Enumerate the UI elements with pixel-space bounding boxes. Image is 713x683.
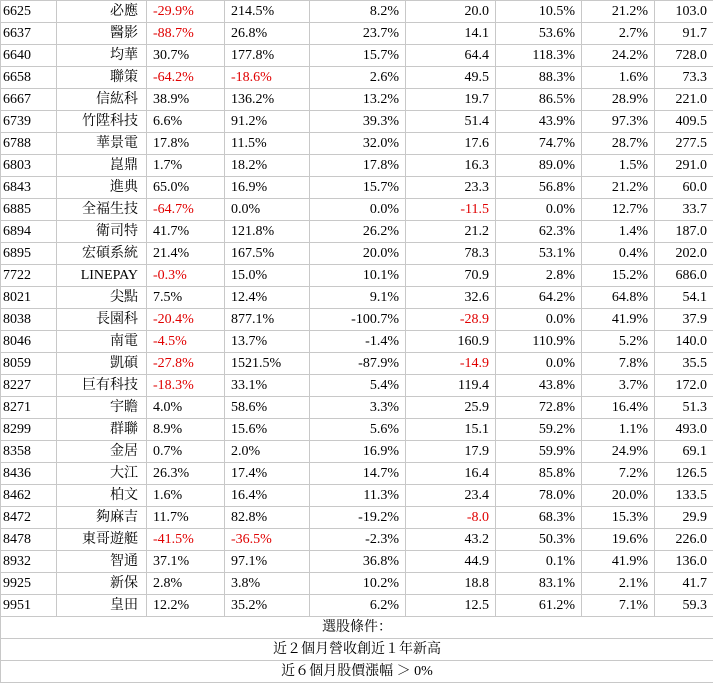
value-col-6-cell: 16.4% <box>582 397 655 419</box>
value-col-1-cell: -18.3% <box>147 375 225 397</box>
value-col-7-cell: 221.0 <box>655 89 713 111</box>
table-row <box>1 309 713 331</box>
criteria-condition-price: 近６個月股價漲幅 ＞ 0% <box>1 661 713 683</box>
value-col-1-cell: 6.6% <box>147 111 225 133</box>
value-col-5-cell: 61.2% <box>496 595 582 617</box>
value-col-2-cell: 26.8% <box>225 23 310 45</box>
stock-code-cell: 6885 <box>1 199 57 221</box>
stock-name-cell: 南電 <box>57 331 147 353</box>
value-col-3-cell: 2.6% <box>310 67 406 89</box>
value-col-5-cell: 83.1% <box>496 573 582 595</box>
value-col-4-cell: 15.1 <box>406 419 496 441</box>
value-col-5-cell: 59.9% <box>496 441 582 463</box>
value-col-5-cell: 56.8% <box>496 177 582 199</box>
value-col-5-cell: 43.8% <box>496 375 582 397</box>
value-col-2-cell: 13.7% <box>225 331 310 353</box>
value-col-2-cell: -36.5% <box>225 529 310 551</box>
footer-row <box>1 617 713 639</box>
value-col-4-cell: 49.5 <box>406 67 496 89</box>
stock-code-cell: 8358 <box>1 441 57 463</box>
value-col-1-cell: -20.4% <box>147 309 225 331</box>
value-col-5-cell: 110.9% <box>496 331 582 353</box>
value-col-6-cell: 19.6% <box>582 529 655 551</box>
value-col-4-cell: 25.9 <box>406 397 496 419</box>
value-col-3-cell: 20.0% <box>310 243 406 265</box>
value-col-2-cell: -18.6% <box>225 67 310 89</box>
value-col-7-cell: 54.1 <box>655 287 713 309</box>
value-col-4-cell: 51.4 <box>406 111 496 133</box>
value-col-2-cell: 11.5% <box>225 133 310 155</box>
value-col-1-cell: 37.1% <box>147 551 225 573</box>
value-col-4-cell: 64.4 <box>406 45 496 67</box>
value-col-5-cell: 0.1% <box>496 551 582 573</box>
value-col-5-cell: 78.0% <box>496 485 582 507</box>
value-col-6-cell: 97.3% <box>582 111 655 133</box>
value-col-7-cell: 91.7 <box>655 23 713 45</box>
table-row <box>1 111 713 133</box>
value-col-2-cell: 15.6% <box>225 419 310 441</box>
stock-name-cell: 智通 <box>57 551 147 573</box>
value-col-3-cell: 5.6% <box>310 419 406 441</box>
value-col-6-cell: 24.9% <box>582 441 655 463</box>
stock-name-cell: 夠麻吉 <box>57 507 147 529</box>
stock-code-cell: 8046 <box>1 331 57 353</box>
value-col-2-cell: 82.8% <box>225 507 310 529</box>
value-col-1-cell: 38.9% <box>147 89 225 111</box>
table-row <box>1 177 713 199</box>
value-col-3-cell: -2.3% <box>310 529 406 551</box>
value-col-1-cell: 26.3% <box>147 463 225 485</box>
value-col-3-cell: 23.7% <box>310 23 406 45</box>
value-col-4-cell: -11.5 <box>406 199 496 221</box>
value-col-5-cell: 118.3% <box>496 45 582 67</box>
stock-code-cell: 6640 <box>1 45 57 67</box>
table-row <box>1 199 713 221</box>
stock-code-cell: 8472 <box>1 507 57 529</box>
stock-name-cell: 巨有科技 <box>57 375 147 397</box>
value-col-7-cell: 133.5 <box>655 485 713 507</box>
value-col-5-cell: 10.5% <box>496 1 582 23</box>
value-col-4-cell: 32.6 <box>406 287 496 309</box>
value-col-4-cell: 21.2 <box>406 221 496 243</box>
value-col-6-cell: 1.4% <box>582 221 655 243</box>
value-col-3-cell: 15.7% <box>310 45 406 67</box>
value-col-4-cell: 78.3 <box>406 243 496 265</box>
value-col-6-cell: 15.2% <box>582 265 655 287</box>
value-col-7-cell: 37.9 <box>655 309 713 331</box>
value-col-6-cell: 15.3% <box>582 507 655 529</box>
value-col-6-cell: 2.7% <box>582 23 655 45</box>
criteria-condition-revenue: 近２個月營收創近１年新高 <box>1 639 713 661</box>
stock-code-cell: 6788 <box>1 133 57 155</box>
table-row <box>1 45 713 67</box>
value-col-1-cell: 8.9% <box>147 419 225 441</box>
value-col-7-cell: 202.0 <box>655 243 713 265</box>
value-col-1-cell: -41.5% <box>147 529 225 551</box>
value-col-7-cell: 69.1 <box>655 441 713 463</box>
value-col-6-cell: 21.2% <box>582 1 655 23</box>
value-col-6-cell: 7.8% <box>582 353 655 375</box>
value-col-3-cell: 32.0% <box>310 133 406 155</box>
value-col-3-cell: -100.7% <box>310 309 406 331</box>
table-row <box>1 573 713 595</box>
stock-name-cell: 皇田 <box>57 595 147 617</box>
value-col-2-cell: 97.1% <box>225 551 310 573</box>
value-col-6-cell: 2.1% <box>582 573 655 595</box>
table-row <box>1 463 713 485</box>
value-col-2-cell: 877.1% <box>225 309 310 331</box>
value-col-3-cell: 10.1% <box>310 265 406 287</box>
value-col-1-cell: 12.2% <box>147 595 225 617</box>
value-col-3-cell: 39.3% <box>310 111 406 133</box>
value-col-4-cell: -14.9 <box>406 353 496 375</box>
stock-name-cell: 信紘科 <box>57 89 147 111</box>
value-col-2-cell: 136.2% <box>225 89 310 111</box>
stock-name-cell: LINEPAY <box>57 265 147 287</box>
table-row <box>1 155 713 177</box>
value-col-1-cell: 2.8% <box>147 573 225 595</box>
value-col-7-cell: 187.0 <box>655 221 713 243</box>
value-col-2-cell: 15.0% <box>225 265 310 287</box>
value-col-1-cell: 17.8% <box>147 133 225 155</box>
value-col-1-cell: -64.7% <box>147 199 225 221</box>
value-col-7-cell: 686.0 <box>655 265 713 287</box>
value-col-2-cell: 1521.5% <box>225 353 310 375</box>
value-col-5-cell: 43.9% <box>496 111 582 133</box>
value-col-5-cell: 64.2% <box>496 287 582 309</box>
table-row <box>1 529 713 551</box>
table-footer <box>1 617 713 683</box>
value-col-4-cell: 18.8 <box>406 573 496 595</box>
value-col-1-cell: -29.9% <box>147 1 225 23</box>
value-col-3-cell: -87.9% <box>310 353 406 375</box>
stock-name-cell: 大江 <box>57 463 147 485</box>
table-row <box>1 1 713 23</box>
value-col-1-cell: 65.0% <box>147 177 225 199</box>
value-col-4-cell: 23.3 <box>406 177 496 199</box>
value-col-2-cell: 58.6% <box>225 397 310 419</box>
value-col-1-cell: -4.5% <box>147 331 225 353</box>
value-col-4-cell: 20.0 <box>406 1 496 23</box>
value-col-5-cell: 88.3% <box>496 67 582 89</box>
value-col-6-cell: 0.4% <box>582 243 655 265</box>
value-col-6-cell: 64.8% <box>582 287 655 309</box>
value-col-2-cell: 214.5% <box>225 1 310 23</box>
value-col-6-cell: 28.7% <box>582 133 655 155</box>
value-col-4-cell: 70.9 <box>406 265 496 287</box>
value-col-4-cell: 44.9 <box>406 551 496 573</box>
stock-name-cell: 柏文 <box>57 485 147 507</box>
stock-name-cell: 宏碩系統 <box>57 243 147 265</box>
value-col-4-cell: 14.1 <box>406 23 496 45</box>
stock-name-cell: 新保 <box>57 573 147 595</box>
value-col-3-cell: 13.2% <box>310 89 406 111</box>
value-col-1-cell: -27.8% <box>147 353 225 375</box>
value-col-2-cell: 12.4% <box>225 287 310 309</box>
value-col-2-cell: 35.2% <box>225 595 310 617</box>
value-col-3-cell: 16.9% <box>310 441 406 463</box>
value-col-2-cell: 177.8% <box>225 45 310 67</box>
value-col-5-cell: 68.3% <box>496 507 582 529</box>
stock-name-cell: 宇瞻 <box>57 397 147 419</box>
value-col-7-cell: 728.0 <box>655 45 713 67</box>
value-col-6-cell: 3.7% <box>582 375 655 397</box>
value-col-6-cell: 24.2% <box>582 45 655 67</box>
stock-code-cell: 6843 <box>1 177 57 199</box>
value-col-4-cell: -8.0 <box>406 507 496 529</box>
stock-code-cell: 6637 <box>1 23 57 45</box>
value-col-5-cell: 53.6% <box>496 23 582 45</box>
table-row <box>1 551 713 573</box>
stock-name-cell: 聯策 <box>57 67 147 89</box>
stock-code-cell: 8038 <box>1 309 57 331</box>
table-row <box>1 23 713 45</box>
stock-code-cell: 8462 <box>1 485 57 507</box>
value-col-7-cell: 60.0 <box>655 177 713 199</box>
value-col-2-cell: 18.2% <box>225 155 310 177</box>
stock-code-cell: 7722 <box>1 265 57 287</box>
stock-name-cell: 醫影 <box>57 23 147 45</box>
value-col-7-cell: 136.0 <box>655 551 713 573</box>
stock-code-cell: 8059 <box>1 353 57 375</box>
value-col-7-cell: 73.3 <box>655 67 713 89</box>
table-row <box>1 243 713 265</box>
stock-code-cell: 6803 <box>1 155 57 177</box>
stock-name-cell: 全福生技 <box>57 199 147 221</box>
value-col-5-cell: 86.5% <box>496 89 582 111</box>
value-col-3-cell: 3.3% <box>310 397 406 419</box>
footer-row <box>1 661 713 683</box>
stock-name-cell: 竹陞科技 <box>57 111 147 133</box>
value-col-1-cell: 41.7% <box>147 221 225 243</box>
stock-code-cell: 8021 <box>1 287 57 309</box>
value-col-1-cell: 1.7% <box>147 155 225 177</box>
criteria-title: 選股條件： <box>1 617 713 639</box>
table-row <box>1 397 713 419</box>
value-col-4-cell: 23.4 <box>406 485 496 507</box>
value-col-3-cell: 14.7% <box>310 463 406 485</box>
value-col-6-cell: 12.7% <box>582 199 655 221</box>
value-col-7-cell: 493.0 <box>655 419 713 441</box>
stock-code-cell: 6739 <box>1 111 57 133</box>
table-body <box>1 1 713 617</box>
stock-name-cell: 長園科 <box>57 309 147 331</box>
value-col-4-cell: 160.9 <box>406 331 496 353</box>
stock-name-cell: 均華 <box>57 45 147 67</box>
value-col-2-cell: 33.1% <box>225 375 310 397</box>
value-col-6-cell: 1.5% <box>582 155 655 177</box>
stock-code-cell: 8227 <box>1 375 57 397</box>
value-col-3-cell: 0.0% <box>310 199 406 221</box>
value-col-3-cell: -19.2% <box>310 507 406 529</box>
table-row <box>1 265 713 287</box>
value-col-3-cell: 17.8% <box>310 155 406 177</box>
value-col-1-cell: 7.5% <box>147 287 225 309</box>
table-row <box>1 375 713 397</box>
value-col-5-cell: 50.3% <box>496 529 582 551</box>
value-col-7-cell: 172.0 <box>655 375 713 397</box>
stock-code-cell: 8436 <box>1 463 57 485</box>
value-col-7-cell: 41.7 <box>655 573 713 595</box>
value-col-1-cell: -88.7% <box>147 23 225 45</box>
value-col-1-cell: -0.3% <box>147 265 225 287</box>
value-col-4-cell: 17.9 <box>406 441 496 463</box>
value-col-6-cell: 5.2% <box>582 331 655 353</box>
value-col-2-cell: 17.4% <box>225 463 310 485</box>
stock-name-cell: 衛司特 <box>57 221 147 243</box>
value-col-4-cell: -28.9 <box>406 309 496 331</box>
value-col-5-cell: 0.0% <box>496 309 582 331</box>
value-col-5-cell: 74.7% <box>496 133 582 155</box>
stock-code-cell: 6894 <box>1 221 57 243</box>
stock-name-cell: 凱碩 <box>57 353 147 375</box>
value-col-7-cell: 35.5 <box>655 353 713 375</box>
stock-name-cell: 崑鼎 <box>57 155 147 177</box>
value-col-3-cell: 8.2% <box>310 1 406 23</box>
value-col-1-cell: 21.4% <box>147 243 225 265</box>
value-col-6-cell: 1.6% <box>582 67 655 89</box>
value-col-6-cell: 20.0% <box>582 485 655 507</box>
table-row <box>1 595 713 617</box>
value-col-3-cell: 36.8% <box>310 551 406 573</box>
value-col-7-cell: 291.0 <box>655 155 713 177</box>
value-col-6-cell: 1.1% <box>582 419 655 441</box>
value-col-7-cell: 226.0 <box>655 529 713 551</box>
value-col-6-cell: 7.2% <box>582 463 655 485</box>
stock-code-cell: 8478 <box>1 529 57 551</box>
value-col-1-cell: 11.7% <box>147 507 225 529</box>
stock-code-cell: 8299 <box>1 419 57 441</box>
value-col-5-cell: 0.0% <box>496 353 582 375</box>
table-row <box>1 331 713 353</box>
value-col-2-cell: 16.4% <box>225 485 310 507</box>
value-col-5-cell: 59.2% <box>496 419 582 441</box>
value-col-5-cell: 85.8% <box>496 463 582 485</box>
value-col-3-cell: 10.2% <box>310 573 406 595</box>
table-row <box>1 133 713 155</box>
stock-name-cell: 尖點 <box>57 287 147 309</box>
value-col-2-cell: 16.9% <box>225 177 310 199</box>
value-col-2-cell: 121.8% <box>225 221 310 243</box>
value-col-4-cell: 19.7 <box>406 89 496 111</box>
value-col-3-cell: 9.1% <box>310 287 406 309</box>
value-col-7-cell: 277.5 <box>655 133 713 155</box>
table-row <box>1 67 713 89</box>
value-col-4-cell: 43.2 <box>406 529 496 551</box>
value-col-7-cell: 33.7 <box>655 199 713 221</box>
value-col-4-cell: 17.6 <box>406 133 496 155</box>
value-col-5-cell: 53.1% <box>496 243 582 265</box>
value-col-1-cell: 0.7% <box>147 441 225 463</box>
value-col-6-cell: 28.9% <box>582 89 655 111</box>
value-col-1-cell: 30.7% <box>147 45 225 67</box>
value-col-3-cell: -1.4% <box>310 331 406 353</box>
value-col-7-cell: 103.0 <box>655 1 713 23</box>
value-col-7-cell: 126.5 <box>655 463 713 485</box>
value-col-5-cell: 72.8% <box>496 397 582 419</box>
stock-name-cell: 金居 <box>57 441 147 463</box>
stock-code-cell: 6667 <box>1 89 57 111</box>
value-col-7-cell: 409.5 <box>655 111 713 133</box>
stock-name-cell: 東哥遊艇 <box>57 529 147 551</box>
value-col-3-cell: 5.4% <box>310 375 406 397</box>
stock-name-cell: 進典 <box>57 177 147 199</box>
value-col-7-cell: 51.3 <box>655 397 713 419</box>
value-col-5-cell: 2.8% <box>496 265 582 287</box>
value-col-4-cell: 16.4 <box>406 463 496 485</box>
table-row <box>1 287 713 309</box>
table-row <box>1 507 713 529</box>
value-col-6-cell: 7.1% <box>582 595 655 617</box>
value-col-2-cell: 0.0% <box>225 199 310 221</box>
value-col-3-cell: 6.2% <box>310 595 406 617</box>
value-col-3-cell: 26.2% <box>310 221 406 243</box>
stock-code-cell: 6895 <box>1 243 57 265</box>
value-col-7-cell: 59.3 <box>655 595 713 617</box>
stock-code-cell: 9951 <box>1 595 57 617</box>
table-row <box>1 89 713 111</box>
stock-code-cell: 9925 <box>1 573 57 595</box>
value-col-1-cell: -64.2% <box>147 67 225 89</box>
value-col-6-cell: 21.2% <box>582 177 655 199</box>
value-col-4-cell: 16.3 <box>406 155 496 177</box>
footer-row <box>1 639 713 661</box>
value-col-3-cell: 11.3% <box>310 485 406 507</box>
stock-name-cell: 必應 <box>57 1 147 23</box>
stock-code-cell: 8932 <box>1 551 57 573</box>
table-row <box>1 441 713 463</box>
stock-code-cell: 8271 <box>1 397 57 419</box>
value-col-6-cell: 41.9% <box>582 551 655 573</box>
stock-name-cell: 群聯 <box>57 419 147 441</box>
table-row <box>1 221 713 243</box>
table-row <box>1 419 713 441</box>
table-row <box>1 485 713 507</box>
stock-code-cell: 6658 <box>1 67 57 89</box>
value-col-2-cell: 91.2% <box>225 111 310 133</box>
value-col-5-cell: 0.0% <box>496 199 582 221</box>
table-row <box>1 353 713 375</box>
value-col-4-cell: 119.4 <box>406 375 496 397</box>
value-col-3-cell: 15.7% <box>310 177 406 199</box>
value-col-2-cell: 167.5% <box>225 243 310 265</box>
value-col-1-cell: 1.6% <box>147 485 225 507</box>
stock-code-cell: 6625 <box>1 1 57 23</box>
stock-name-cell: 華景電 <box>57 133 147 155</box>
value-col-7-cell: 140.0 <box>655 331 713 353</box>
value-col-7-cell: 29.9 <box>655 507 713 529</box>
value-col-5-cell: 62.3% <box>496 221 582 243</box>
value-col-1-cell: 4.0% <box>147 397 225 419</box>
value-col-6-cell: 41.9% <box>582 309 655 331</box>
value-col-2-cell: 2.0% <box>225 441 310 463</box>
value-col-2-cell: 3.8% <box>225 573 310 595</box>
value-col-4-cell: 12.5 <box>406 595 496 617</box>
value-col-5-cell: 89.0% <box>496 155 582 177</box>
